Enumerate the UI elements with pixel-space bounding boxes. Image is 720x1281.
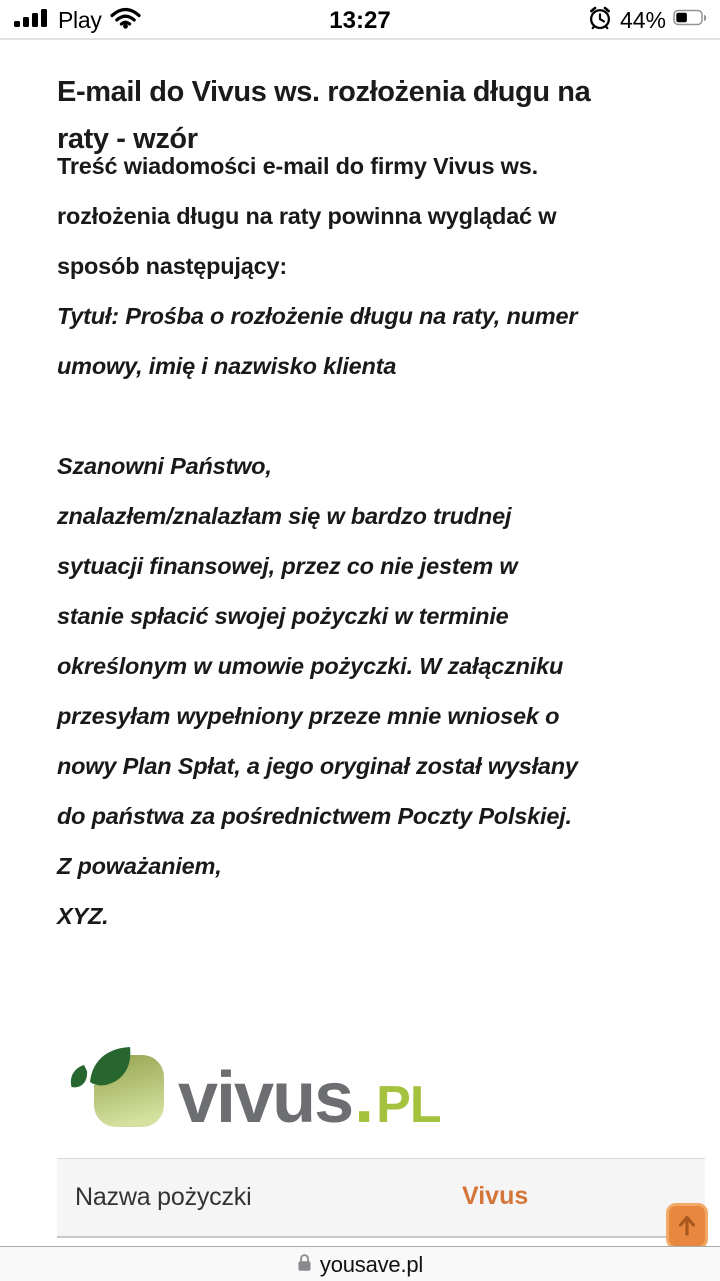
alarm-icon (587, 5, 613, 36)
loan-table-row (57, 1158, 705, 1238)
scroll-to-top-button[interactable] (666, 1203, 708, 1249)
battery-percent: 44% (619, 6, 666, 33)
loan-name-value-link[interactable]: Vivus (462, 1182, 529, 1210)
status-bar-right (587, 6, 710, 34)
vivus-logo-text (178, 1058, 441, 1140)
carrier-label: Play (58, 6, 102, 33)
battery-icon (673, 9, 710, 32)
logo-brand-text: vivus (178, 1058, 353, 1138)
browser-address-bar[interactable] (0, 1246, 720, 1281)
clock-time: 13:27 (329, 7, 391, 34)
url-text: yousave.pl (319, 1251, 424, 1277)
arrow-up-icon (676, 1212, 698, 1241)
vivus-logo (70, 1048, 441, 1140)
loan-name-label: Nazwa pożyczki (75, 1183, 252, 1211)
intro-paragraph: Treść wiadomości e-mail do firmy Vivus ws. rozłożenia długu na raty powinna wyglądać w sposób następujący: (57, 153, 557, 279)
status-bar (0, 0, 720, 38)
logo-dot: . (354, 1058, 375, 1138)
article-body (57, 141, 578, 941)
page-title: E-mail do Vivus ws. rozłożenia długu na raty - wzór (57, 76, 591, 156)
vivus-leaf-icon (70, 1047, 166, 1138)
logo-tld-text: PL (376, 1076, 441, 1134)
lock-icon (297, 1253, 312, 1277)
email-letter-paragraph: Szanowni Państwo, znalazłem/znalazłam się w bardzo trudnej sytuacji finansowej, przez co nie jestem w stanie spłacić swojej pożyczki w terminie określonym w umowie pożyczki. W załączniku przesyłam wypełniony przeze mnie wniosek o nowy Plan Spłat, a jego oryginał został wysłany do państwa za pośrednictwem Poczty Polskiej. Z poważaniem, XYZ. (57, 453, 578, 929)
status-bar-divider (0, 38, 720, 40)
email-subject-paragraph: Tytuł: Prośba o rozłożenie długu na raty, numer umowy, imię i nazwisko klienta (57, 303, 578, 379)
